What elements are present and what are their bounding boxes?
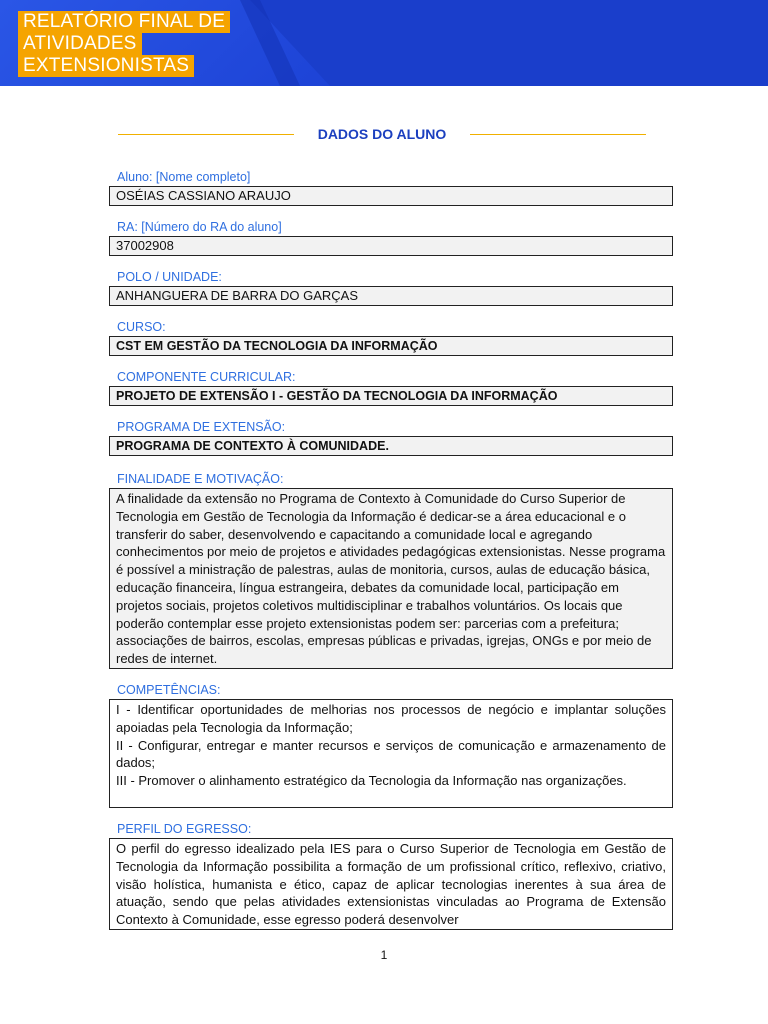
field-label: Aluno: [Nome completo] xyxy=(117,170,251,184)
competencias-value[interactable] xyxy=(109,699,673,808)
field-label: COMPONENTE CURRICULAR: xyxy=(117,370,296,384)
field-aluno xyxy=(109,170,673,206)
field-label: FINALIDADE E MOTIVAÇÃO: xyxy=(117,472,284,486)
report-title-line-2: ATIVIDADES xyxy=(18,33,142,55)
aluno-value[interactable]: OSÉIAS CASSIANO ARAUJO xyxy=(109,186,673,206)
ra-value[interactable]: 37002908 xyxy=(109,236,673,256)
field-ra xyxy=(109,220,673,256)
perfil-value[interactable]: O perfil do egresso idealizado pela IES para o Curso Superior de Tecnologia em Gestão de Tecnologia da Informação possibilita a formação de um profissional crítico, reflexivo, criativo, visão holística, humanista e ético, capaz de aplicar tecnologias inerentes à sua área de atuação, sendo que pelas atividades extensionistas vinculadas ao Programa de Extensão Contexto à Comunidade, esse egresso poderá desenvolver xyxy=(109,838,673,930)
field-perfil xyxy=(109,822,673,930)
competencia-item: I - Identificar oportunidades de melhorias nos processos de negócio e implantar soluções apoiadas pela Tecnologia da Informação; xyxy=(116,702,666,735)
section-title: DADOS DO ALUNO xyxy=(317,126,447,142)
heading-rule-right xyxy=(470,134,646,135)
field-label: POLO / UNIDADE: xyxy=(117,270,222,284)
field-programa xyxy=(109,420,673,456)
report-title-line-1: RELATÓRIO FINAL DE xyxy=(18,11,230,33)
field-componente xyxy=(109,370,673,406)
field-polo xyxy=(109,270,673,306)
field-curso xyxy=(109,320,673,356)
field-label: PROGRAMA DE EXTENSÃO: xyxy=(117,420,286,434)
section-heading xyxy=(118,124,646,144)
programa-value[interactable]: PROGRAMA DE CONTEXTO À COMUNIDADE. xyxy=(109,436,673,456)
field-label: CURSO: xyxy=(117,320,166,334)
report-title-line-3: EXTENSIONISTAS xyxy=(18,55,194,77)
field-label: RA: [Número do RA do aluno] xyxy=(117,220,282,234)
competencia-item: III - Promover o alinhamento estratégico da Tecnologia da Informação nas organizações. xyxy=(116,773,627,789)
field-finalidade xyxy=(109,472,673,669)
field-label: COMPETÊNCIAS: xyxy=(117,683,221,697)
field-label: PERFIL DO EGRESSO: xyxy=(117,822,252,836)
header-banner xyxy=(0,0,768,86)
finalidade-value[interactable]: A finalidade da extensão no Programa de Contexto à Comunidade do Curso Superior de Tecnologia em Gestão de Tecnologia da Informação é dedicar-se a área educacional e o transferir do saber, desenvolvendo e capacitando a comunidade local e agregando conhecimentos por meio de projetos e atividades pedagógicas extensionistas. Nesse programa é possível a ministração de palestras, aulas de monitoria, cursos, aulas de educação básica, educação financeira, língua estrangeira, debates da comunidade local, participação em projetos sociais, projetos coletivos multidisciplinar e trabalhos voluntários. Os locais que poderão contemplar esse projeto extensionistas podem ser: parcerias com a prefeitura; associações de bairros, escolas, empresas públicas e privadas, igrejas, ONGs e por meio de redes de internet. xyxy=(109,488,673,669)
competencia-item: II - Configurar, entregar e manter recursos e serviços de comunicação e armazenamento de dados; xyxy=(116,737,666,771)
field-competencias xyxy=(109,683,673,808)
polo-value[interactable]: ANHANGUERA DE BARRA DO GARÇAS xyxy=(109,286,673,306)
curso-value[interactable]: CST EM GESTÃO DA TECNOLOGIA DA INFORMAÇÃO xyxy=(109,336,673,356)
componente-value[interactable]: PROJETO DE EXTENSÃO I - GESTÃO DA TECNOLOGIA DA INFORMAÇÃO xyxy=(109,386,673,406)
page-number: 1 xyxy=(380,948,388,962)
